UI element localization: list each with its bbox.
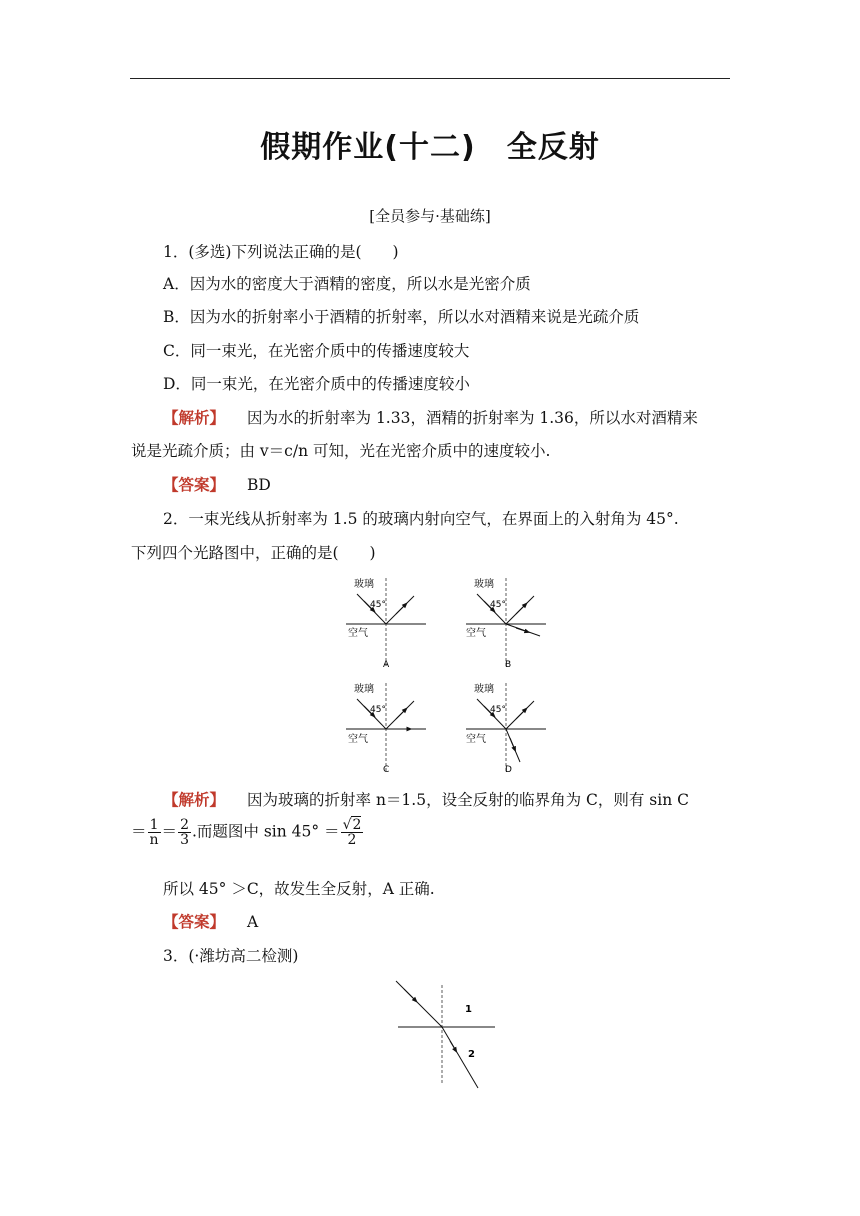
svg-text:A: A — [383, 660, 390, 670]
svg-text:玻璃: 玻璃 — [474, 684, 494, 695]
svg-text:B: B — [505, 660, 512, 670]
q1-option-a: A．因为水的密度大于酒精的密度，所以水是光密介质 — [163, 275, 531, 293]
answer-tag: 【答案】 — [163, 912, 226, 931]
q2-answer: 【答案】 A — [163, 912, 259, 931]
analysis-tag: 【解析】 — [163, 408, 226, 427]
q1-analysis-line2: 说是光疏介质；由 v＝c/n 可知，光在光密介质中的速度较小. — [131, 442, 551, 460]
q2-analysis-line2: ＝ $\frac{1}{n}$ ＝ $\frac{2}{3}$ .而题图中 sin 45° ＝ $\frac{√2}{2}$ — [131, 817, 362, 848]
fraction-1-over-n: $\frac{1}{n}$ — [149, 817, 159, 848]
q1-option-d: D．同一束光，在光密介质中的传播速度较小 — [163, 375, 470, 393]
svg-text:45°: 45° — [370, 705, 386, 715]
diagram-d — [466, 682, 546, 775]
q1-stem: 1．(多选)下列说法正确的是( ) — [163, 243, 399, 261]
q2-analysis-line3: 所以 45° ＞C，故发生全反射，A 正确. — [163, 880, 435, 898]
svg-text:玻璃: 玻璃 — [354, 579, 374, 590]
analysis-tag: 【解析】 — [163, 790, 226, 809]
diagram-c — [346, 682, 426, 775]
svg-text:C: C — [383, 765, 390, 775]
svg-text:空气: 空气 — [466, 628, 486, 639]
q1-answer: 【答案】 BD — [163, 475, 271, 494]
svg-text:2: 2 — [468, 1049, 475, 1060]
fraction-root2-over-2: $\frac{√2}{2}$ — [342, 817, 362, 848]
diagram-b — [466, 577, 546, 670]
q1-analysis-line1: 【解析】 因为水的折射率为 1.33，酒精的折射率为 1.36，所以水对酒精来 — [163, 408, 698, 427]
page-title: 假期作业(十二) 全反射 — [260, 130, 600, 165]
q2-stem-line2: 下列四个光路图中，正确的是( ) — [131, 544, 376, 562]
svg-text:空气: 空气 — [348, 734, 368, 745]
svg-text:D: D — [505, 765, 512, 775]
q2-optics-figure — [340, 572, 550, 777]
svg-text:玻璃: 玻璃 — [354, 684, 374, 695]
svg-text:空气: 空气 — [348, 628, 368, 639]
fraction-2-over-3: $\frac{2}{3}$ — [180, 817, 189, 848]
svg-text:空气: 空气 — [466, 734, 486, 745]
q1-option-b: B．因为水的折射率小于酒精的折射率，所以水对酒精来说是光疏介质 — [163, 308, 640, 326]
svg-text:45°: 45° — [490, 600, 506, 610]
q3-refraction-figure — [390, 975, 500, 1095]
answer-tag: 【答案】 — [163, 475, 226, 494]
svg-text:1: 1 — [465, 1004, 472, 1015]
svg-text:45°: 45° — [370, 600, 386, 610]
diagram-a — [346, 577, 426, 670]
q3-stem: 3．(·潍坊高二检测) — [163, 947, 299, 965]
svg-text:玻璃: 玻璃 — [474, 579, 494, 590]
q1-option-c: C．同一束光，在光密介质中的传播速度较大 — [163, 342, 470, 360]
svg-text:45°: 45° — [490, 705, 506, 715]
section-tag: [全员参与·基础练] — [369, 207, 491, 225]
top-rule — [130, 78, 730, 79]
q2-analysis-line1: 【解析】 因为玻璃的折射率 n＝1.5，设全反射的临界角为 C，则有 sin C — [163, 790, 689, 809]
q2-stem-line1: 2．一束光线从折射率为 1.5 的玻璃内射向空气，在界面上的入射角为 45°. — [163, 510, 679, 528]
